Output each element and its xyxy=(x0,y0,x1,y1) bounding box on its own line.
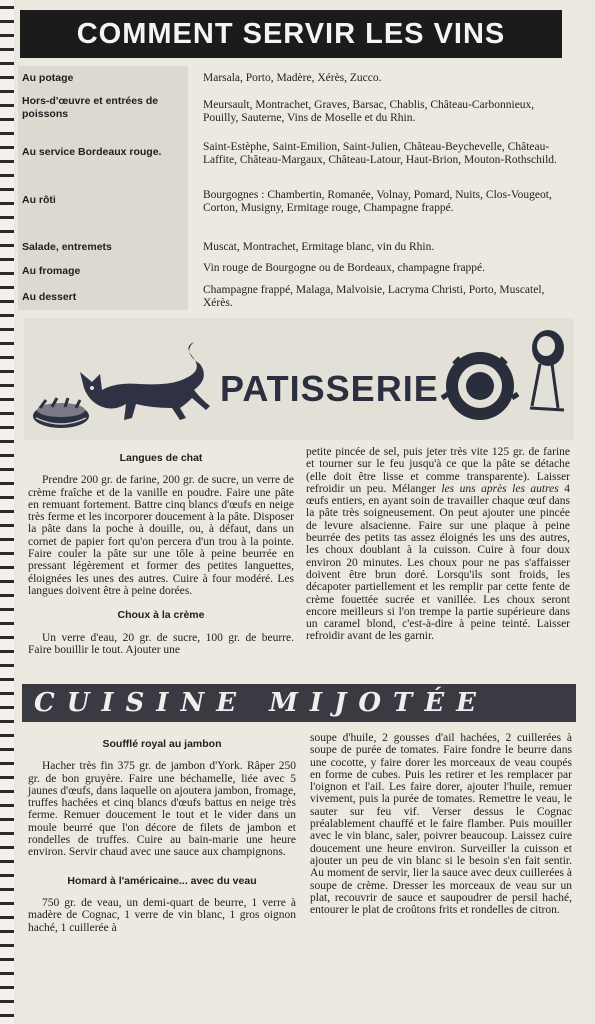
wine-row-value: Marsala, Porto, Madère, Xérès, Zucco. xyxy=(203,72,382,84)
patisserie-column-right xyxy=(306,446,570,643)
patisserie-title: PATISSERIE xyxy=(220,368,439,409)
pastry-illustration xyxy=(440,328,570,424)
recipe-text: 750 gr. de veau, un demi-quart de beurre, 1 verre à madère de Cognac, 1 verre de vin blanc, 1 gros oignon haché, 1 cuillerée à xyxy=(28,896,296,934)
recipe-title: Homard à l'américaine... avec du veau xyxy=(67,874,257,887)
spiral-binding xyxy=(0,0,14,1024)
recipe-title: Choux à la crème xyxy=(117,609,205,622)
recipe-text xyxy=(306,446,570,643)
wine-row-value: Vin rouge de Bourgogne ou de Bordeaux, champagne frappé. xyxy=(203,262,486,274)
cuisine-column-left xyxy=(28,738,296,934)
wine-row-value: Meursault, Montrachet, Graves, Barsac, Chablis, Château-Carbonnieux, Pouilly, Sauterne, Vins de Moselle et du Rhin. xyxy=(203,99,535,124)
cuisine-column-right xyxy=(310,732,572,916)
wine-row-label: Au potage xyxy=(22,72,74,84)
recipe-page xyxy=(16,0,591,1024)
cat-illustration xyxy=(76,338,226,428)
cuisine-title: CUISINE MIJOTÉE xyxy=(22,684,576,722)
wine-row-label: Au service Bordeaux rouge. xyxy=(22,146,162,158)
wines-title: COMMENT SERVIR LES VINS xyxy=(20,10,562,58)
recipe-title: Langues de chat xyxy=(119,452,203,464)
wine-row-label: Au fromage xyxy=(22,265,81,277)
wine-row-value: Muscat, Montrachet, Ermitage blanc, vin du Rhin. xyxy=(203,241,435,253)
wine-row-value: Bourgognes : Chambertin, Romanée, Volnay, Pomard, Nuits, Clos-Vougeot, Corton, Musigny, Ermitage rouge, Champagne frappé. xyxy=(203,189,552,214)
recipe-text: Un verre d'eau, 20 gr. de sucre, 100 gr. de beurre. Faire bouillir le tout. Ajouter une xyxy=(28,631,294,656)
wine-row-label: Au dessert xyxy=(22,291,77,303)
wine-row-value: Saint-Estèphe, Saint-Emilion, Saint-Julien, Château-Beychevelle, Château-Laffite, Château-Margaux, Château-Latour, Haut-Brion, Mouton-Rothschild. xyxy=(203,141,557,166)
wine-row-label: Hors-d'œuvre et entrées de poissons xyxy=(22,95,159,120)
wine-table xyxy=(18,66,574,310)
recipe-text: soupe d'huile, 2 gousses d'ail hachées, 2 cuillerées à soupe de purée de tomates. Faire fondre le beurre dans une cocotte, y faire dorer les morceaux de veau coupés en forme de cubes. Puis les retirer et les remplacer par l'oignon et l'ail. Les faire dorer, ajouter l'huile, remuer vivement, puis la purée de tomates. Remettre le veau, le sauter sur feu vif. Verser dessus le Cognac préalablement chauffé et le faire flamber. Puis mouiller avec le vin blanc, saler, poivrer beaucoup. Laissez cuire doucement une heure environ. Surveiller la cuisson et ajouter un peu de vin blanc si le besoin s'en fait sentir. Au moment de servir, lier la sauce avec deux cuillerées à soupe de crème. Dresser les morceaux de veau sur un plat, recouvrir de sauce et saupoudrer de persil haché, entourer le plat de croûtons frits et rondelles de citron. xyxy=(310,732,572,917)
recipe-text-part: petite pincée de sel, puis jeter très vite 125 gr. de farine et tourner sur le feu jusqu'à ce que la pâte se détache (elle doit être lisse et comme transparente). Laisser refroidir un peu. Mélanger xyxy=(306,446,570,495)
wine-row-value: Champagne frappé, Malaga, Malvoisie, Lacryma Christi, Porto, Muscatel, Xérès. xyxy=(203,284,545,309)
recipe-text: Hacher très fin 375 gr. de jambon d'York. Râper 250 gr. de bon gruyère. Faire une béchamelle, liée avec 5 jaunes d'œufs, dans laquelle on ajoutera jambon, fromage, truffes hachées et cinq blancs d'œufs battus en neige très ferme. Remuer doucement le tout et le vider dans un moule beurré que l'on décore de filets de jambon et rondelles de truffes. Cuire au bain-marie une heure environ. Servir chaud avec une sauce aux champignons. xyxy=(28,760,296,859)
wine-row-label: Salade, entremets xyxy=(22,241,112,253)
wine-row-label: Au rôti xyxy=(22,194,56,206)
recipe-text-part: 4 œufs entiers, en ayant soin de travailler chaque œuf dans la pâte très soigneusement. On peut ajouter une pincée de levure alsacienne. Faire sur une plaque à peine beurrée des petits tas assez éloignés les uns des autres, les choux doublant à la cuisson. Cuire à four doux environ 20 minutes. Les choux pour ne pas s'affaisser doivent être brun doré. Lorsqu'ils sont froids, les décapoter partiellement et les remplir par cette fente de crème fouettée sucrée et vanillée. Les choux seront encore meilleurs si l'on trempe la partie supérieure dans un caramel blond, c'est-à-dire à peine teinté. Laisser refroidir avant de les garnir. xyxy=(306,482,571,643)
recipe-title: Soufflé royal au jambon xyxy=(102,738,222,750)
recipe-text-italic: les uns après les autres xyxy=(441,482,559,495)
patisserie-column-left xyxy=(28,452,294,656)
recipe-text: Prendre 200 gr. de farine, 200 gr. de sucre, un verre de crème fraîche et de la vanille en poudre. Faire une pâte en remuant fortement. Battre cinq blancs d'œufs en neige très ferme et les incorporer doucement à la pâte. Disposer la pâte dans la poche à douille, ou, à défaut, dans un cornet de papier fort qu'on percera d'un trou à la pointe. Faire couler la pâte sur une tôle à peine beurrée en pressant légèrement et former des petites languettes, éloignées les unes des autres. Cuire à four modéré. Les langues doivent être à peine dorées. xyxy=(28,474,294,597)
